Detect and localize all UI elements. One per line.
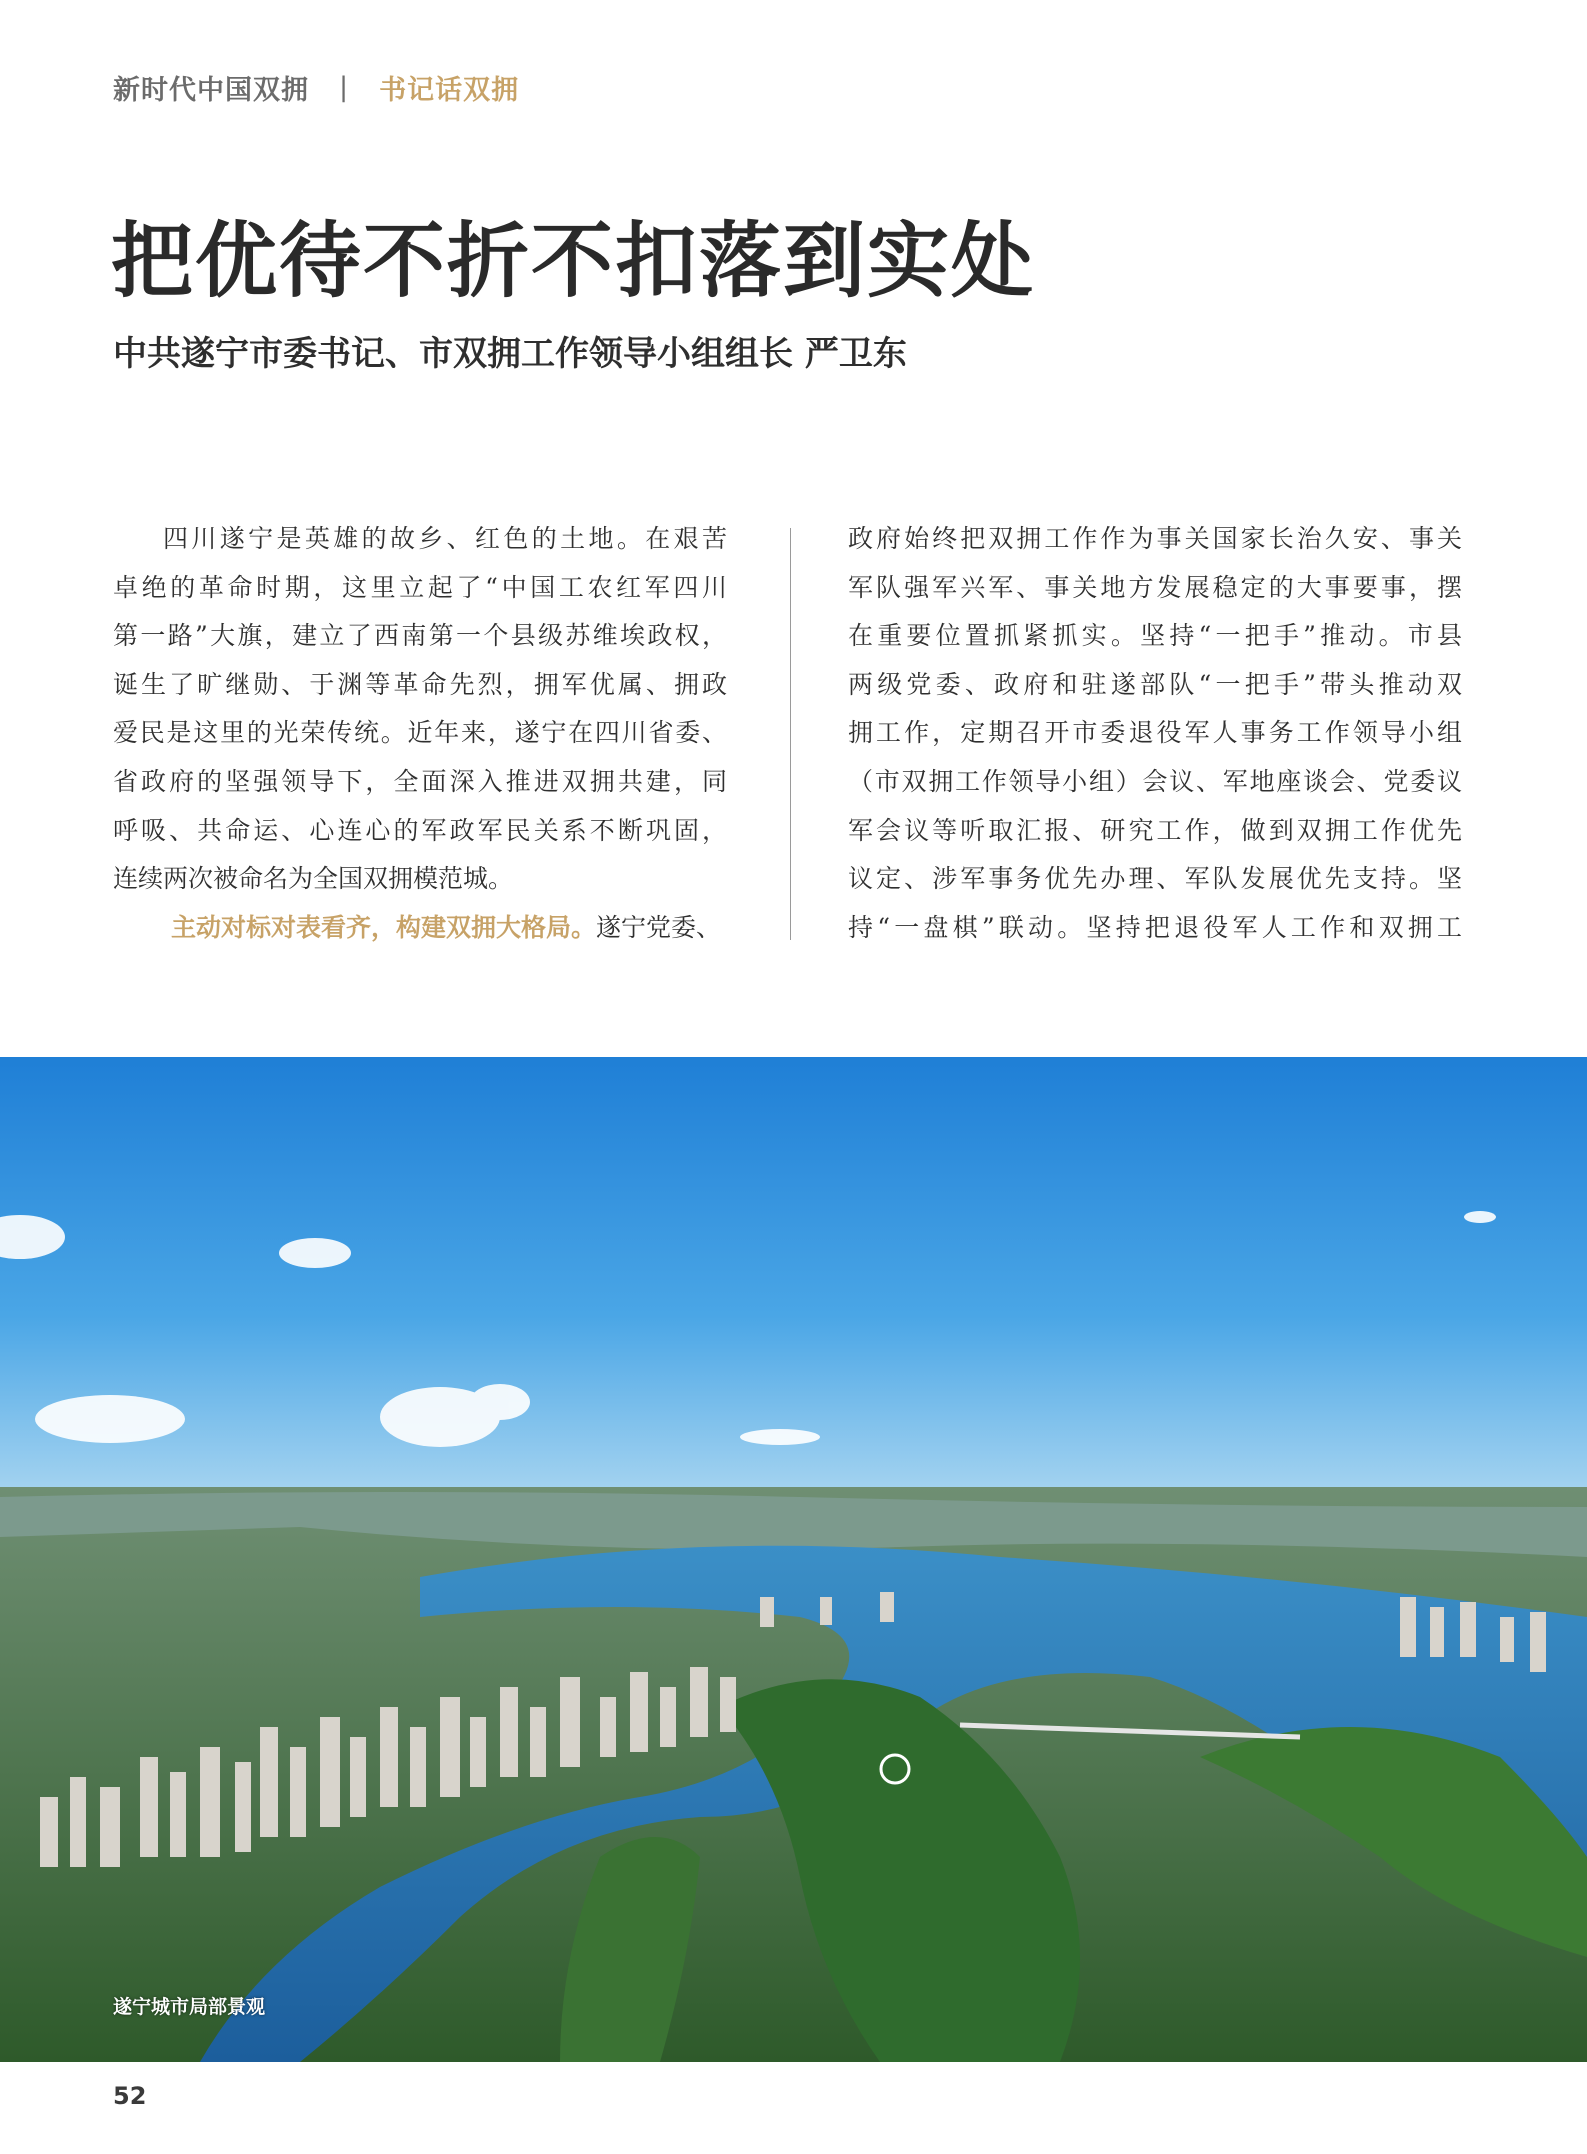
body-line: 卓绝的革命时期，这里立起了“中国工农红军四川 <box>113 572 727 602</box>
column-divider <box>790 528 791 940</box>
body-line: 爱民是这里的光荣传统。近年来，遂宁在四川省委、 <box>113 718 727 748</box>
body-line: 第一路”大旗，建立了西南第一个县级苏维埃政权， <box>113 621 727 651</box>
city-aerial-photo <box>0 1057 1587 2062</box>
header-separator: | <box>339 72 350 103</box>
article-title: 把优待不折不扣落到实处 <box>111 213 1036 309</box>
page-number: 52 <box>113 2082 147 2110</box>
body-line: 军队强军兴军、事关地方发展稳定的大事要事，摆 <box>848 572 1462 602</box>
body-line: 在重要位置抓紧抓实。坚持“一把手”推动。市县 <box>848 621 1462 651</box>
section-highlight: 主动对标对表看齐，构建双拥大格局。 <box>171 912 597 942</box>
body-line: （市双拥工作领导小组）会议、军地座谈会、党委议 <box>848 766 1462 796</box>
body-line: 议定、涉军事务优先办理、军队发展优先支持。坚 <box>848 864 1462 894</box>
aerial-landscape-illustration <box>0 1057 1587 2062</box>
body-line: 呼吸、共命运、心连心的军政军民关系不断巩固， <box>113 815 727 845</box>
body-line: 连续两次被命名为全国双拥模范城。 <box>113 864 514 894</box>
body-line: 持“一盘棋”联动。坚持把退役军人工作和双拥工 <box>848 912 1462 942</box>
author-byline: 中共遂宁市委书记、市双拥工作领导小组组长 严卫东 <box>113 334 907 374</box>
body-text: 遂宁党委、 <box>596 912 722 942</box>
body-line: 四川遂宁是英雄的故乡、红色的土地。在艰苦 <box>163 524 727 553</box>
body-line: 军会议等听取汇报、研究工作，做到双拥工作优先 <box>848 815 1462 845</box>
body-line: 两级党委、政府和驻遂部队“一把手”带头推动双 <box>848 669 1462 699</box>
body-line: 诞生了旷继勋、于渊等革命先烈，拥军优属、拥政 <box>113 669 727 699</box>
body-line-highlight <box>113 904 727 953</box>
section-label: 新时代中国双拥 <box>113 75 309 106</box>
column-label: 书记话双拥 <box>379 75 520 106</box>
photo-caption: 遂宁城市局部景观 <box>113 1996 266 2018</box>
body-line: 省政府的坚强领导下，全面深入推进双拥共建，同 <box>113 766 727 796</box>
body-line: 拥工作，定期召开市委退役军人事务工作领导小组 <box>848 718 1462 748</box>
body-line: 政府始终把双拥工作作为事关国家长治久安、事关 <box>848 524 1462 553</box>
body-column-left <box>113 515 727 952</box>
body-column-right <box>848 515 1462 952</box>
page-header <box>113 68 519 107</box>
